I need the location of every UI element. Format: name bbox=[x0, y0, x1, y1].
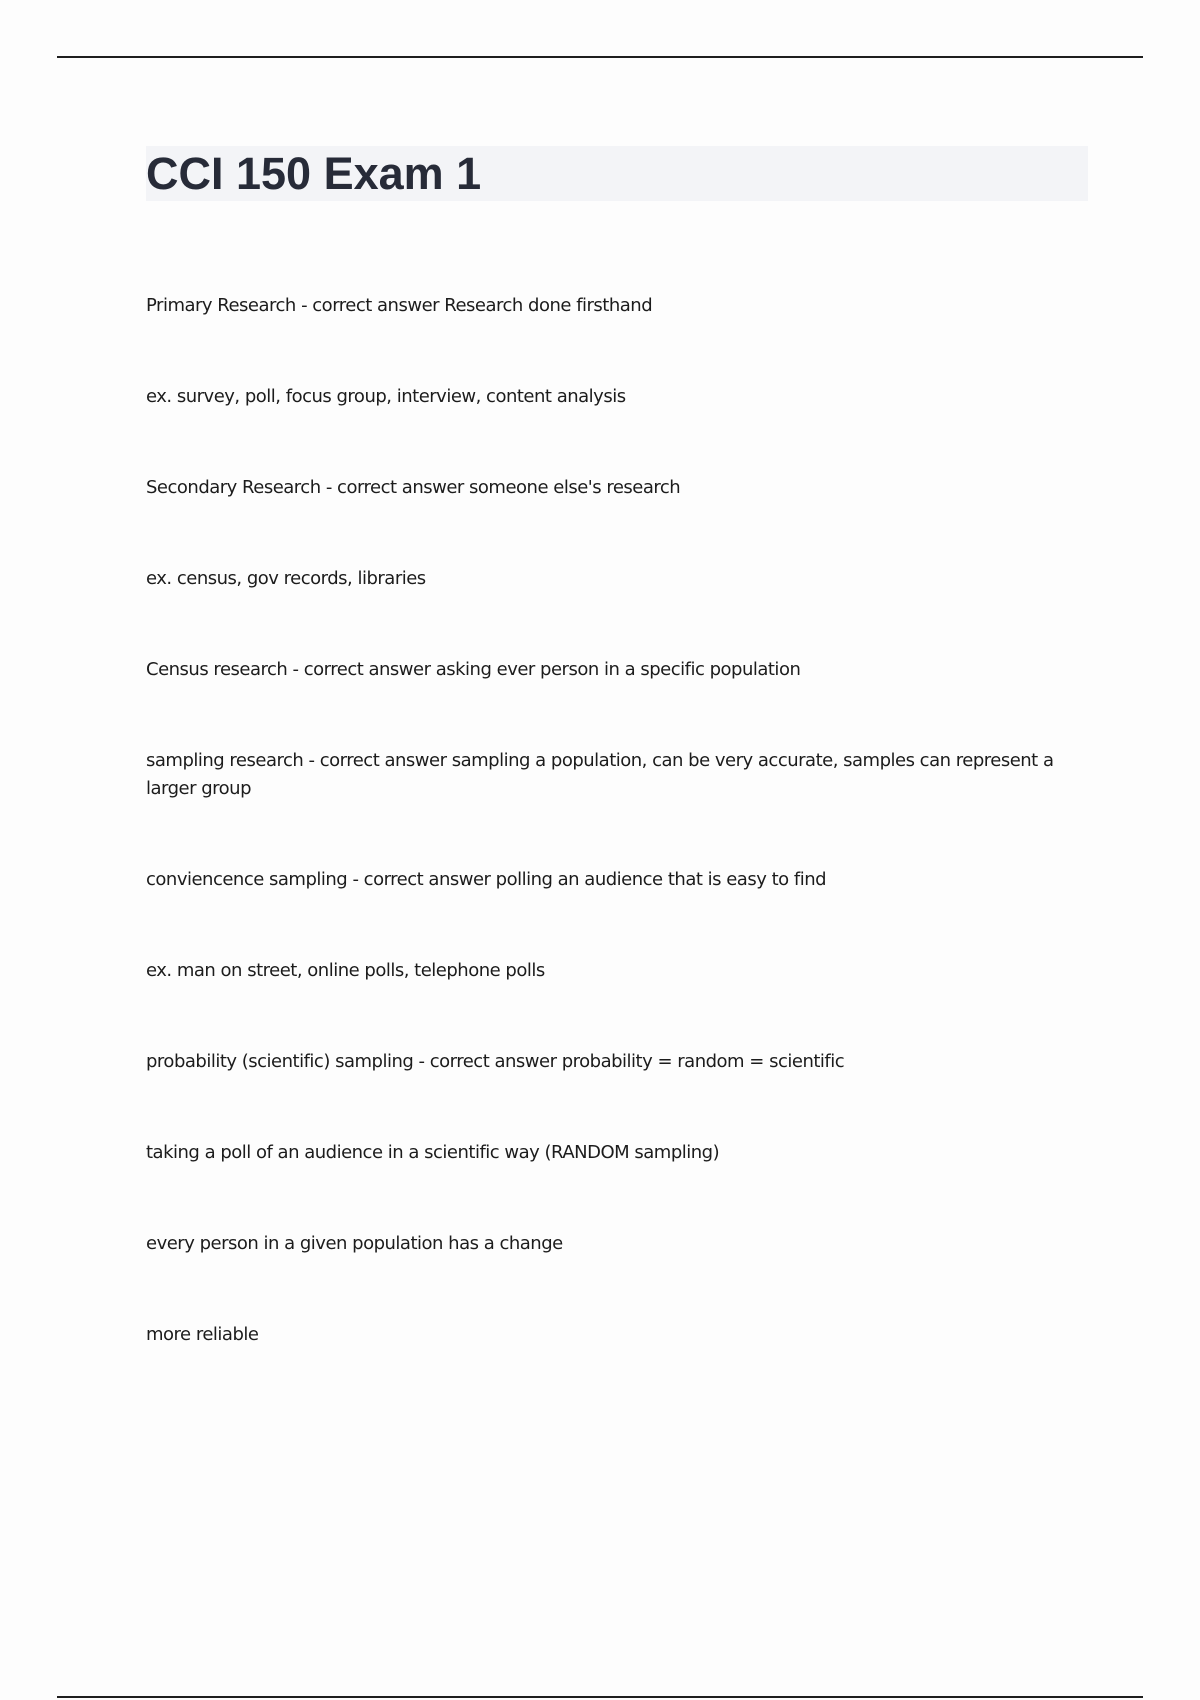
entry-census-research: Census research - correct answer asking ever person in a specific population bbox=[146, 659, 801, 680]
entry-random-sampling: taking a poll of an audience in a scientific way (RANDOM sampling) bbox=[146, 1142, 720, 1163]
entry-secondary-research: Secondary Research - correct answer someone else's research bbox=[146, 477, 681, 498]
bottom-rule bbox=[57, 1696, 1143, 1698]
entry-sampling-research: sampling research - correct answer sampling a population, can be very accurate, samples can represent a larger group bbox=[146, 750, 1054, 799]
top-rule bbox=[57, 56, 1143, 58]
entry-equal-chance: every person in a given population has a change bbox=[146, 1233, 563, 1254]
entry-primary-research: Primary Research - correct answer Research done firsthand bbox=[146, 295, 653, 316]
entry-secondary-examples: ex. census, gov records, libraries bbox=[146, 568, 426, 589]
entry-primary-examples: ex. survey, poll, focus group, interview, content analysis bbox=[146, 386, 626, 407]
page-title: CCI 150 Exam 1 bbox=[146, 148, 482, 199]
entry-convenience-sampling: conviencence sampling - correct answer polling an audience that is easy to find bbox=[146, 869, 827, 890]
entry-convenience-examples: ex. man on street, online polls, telephone polls bbox=[146, 960, 545, 981]
entry-more-reliable: more reliable bbox=[146, 1324, 259, 1345]
entry-probability-sampling: probability (scientific) sampling - correct answer probability = random = scientific bbox=[146, 1051, 845, 1072]
